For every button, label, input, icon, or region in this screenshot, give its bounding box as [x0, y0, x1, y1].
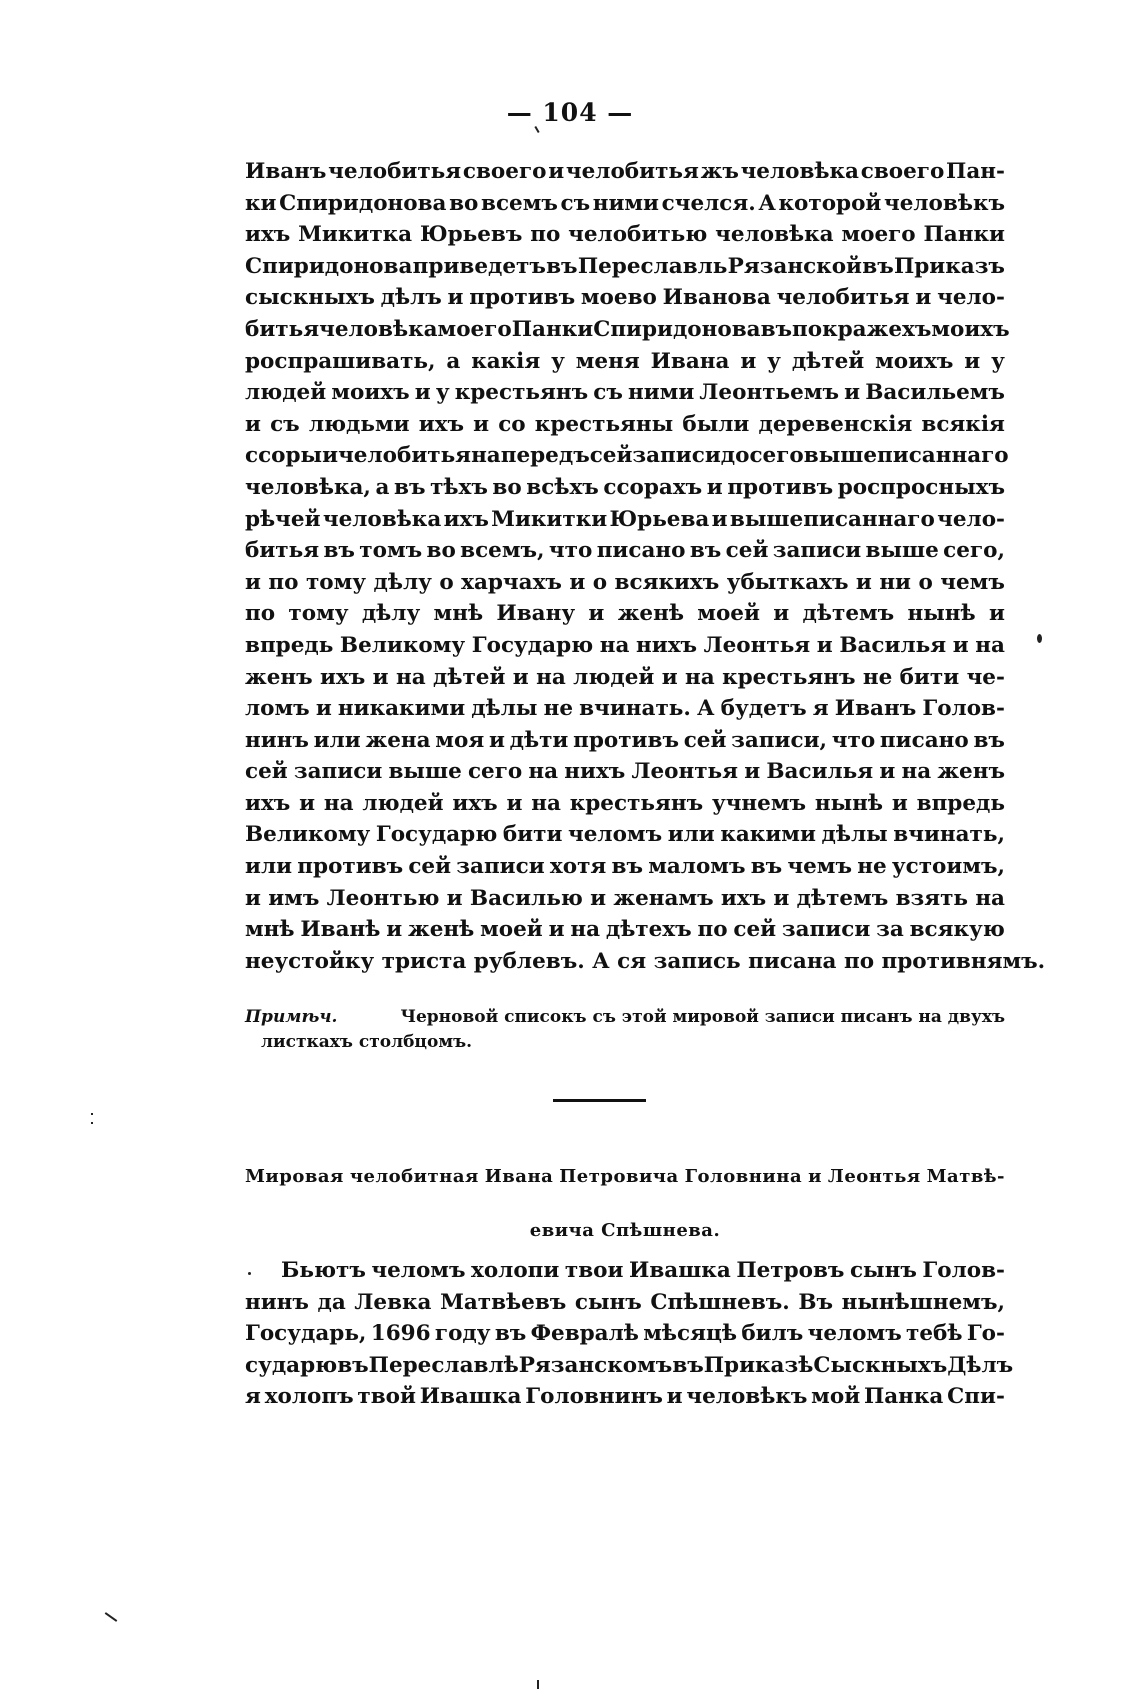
text-line: женъ ихъ и на дѣтей и на людей и на крестьянъ не бити че- [245, 664, 1005, 690]
text-line: по тому дѣлу мнѣ Ивану и женѣ моей и дѣтемъ нынѣ и [245, 601, 1005, 627]
section-heading [245, 1150, 1005, 1258]
footnote-label: Примѣч. [245, 1007, 338, 1027]
scan-speck [1037, 634, 1042, 643]
scan-speck [534, 126, 539, 133]
scan-speck [248, 1272, 251, 1275]
text-line: сыскныхъ дѣлъ и противъ моево Иванова челобитья и чело- [245, 285, 1005, 311]
text-line: человѣка, а въ тѣхъ во всѣхъ ссорахъ и противъ роспросныхъ [245, 474, 1005, 500]
text-line: сударю въ Переславлѣ Рязанскомъ въ Приказѣ Сыскныхъ Дѣлъ [245, 1352, 1014, 1378]
text-line: ссоры и челобитья напередъ сей записи до сего вышеписаннаго [245, 443, 1009, 469]
text-line: нинъ или жена моя и дѣти противъ сей записи, что писано въ [245, 727, 1005, 753]
text-line: Великому Государю бити челомъ или какими дѣлы вчинать, [245, 822, 1005, 848]
text-line: впредь Великому Государю на нихъ Леонтья и Василья и на [245, 632, 1005, 658]
text-line: роспрашивать, а какія у меня Ивана и у дѣтей моихъ и у [245, 348, 1005, 374]
text-line: и по тому дѣлу о харчахъ и о всякихъ убыткахъ и ни о чемъ [245, 569, 1005, 595]
text-line: Спиридонова приведетъ въ Переславль Рязанской въ Приказъ [245, 253, 1005, 279]
page-number: — 104 — [506, 98, 634, 127]
text-line: ихъ Микитка Юрьевъ по челобитью человѣка моего Панки [245, 222, 1005, 248]
text-line: ломъ и никакими дѣлы не вчинать. А будетъ я Иванъ Голов- [245, 696, 1005, 722]
scan-speck [91, 1113, 93, 1115]
text-line: или противъ сей записи хотя въ маломъ въ чемъ не устоимъ, [245, 854, 1005, 880]
text-line: Бьютъ челомъ холопи твои Ивашка Петровъ сынъ Голов- [281, 1258, 1005, 1283]
footnote-line [245, 1005, 1005, 1030]
text-line: я холопъ твой Ивашка Головнинъ и человѣкъ мой Панка Спи- [245, 1384, 1005, 1410]
text-line: Иванъ челобитья своего и челобитья жъ человѣка своего Пан- [245, 159, 1005, 184]
footnote [245, 1005, 1005, 1055]
footnote-text: Черновой списокъ съ этой мировой записи писанъ на двухъ [400, 1007, 1005, 1027]
text-line: ки Спиридонова во всемъ съ ними счелся. А которой человѣкъ [245, 190, 1005, 216]
scan-speck [537, 1680, 539, 1689]
text-line: сей записи выше сего на нихъ Леонтья и Василья и на женъ [245, 759, 1005, 785]
text-line: ихъ и на людей ихъ и на крестьянъ учнемъ нынѣ и впредь [245, 790, 1005, 816]
scan-speck [105, 1612, 118, 1622]
text-line: битья человѣка моего Панки Спиридонова въ покражехъ моихъ [245, 316, 1010, 342]
text-line: и съ людьми ихъ и со крестьяны были деревенскія всякія [245, 411, 1005, 437]
petition-text [245, 1255, 1014, 1413]
text-line: людей моихъ и у крестьянъ съ ними Леонтьемъ и Васильемъ [245, 380, 1005, 406]
text-line: неустойку триста рублевъ. А ся запись писана по противнямъ. [245, 948, 1046, 974]
text-line: и имъ Леонтью и Василью и женамъ ихъ и дѣтемъ взять на [245, 885, 1005, 911]
text-line: мнѣ Иванѣ и женѣ моей и на дѣтехъ по сей записи за всякую [245, 917, 1005, 943]
text-line: битья въ томъ во всемъ, что писано въ сей записи выше сего, [245, 538, 1005, 564]
main-text [245, 156, 1046, 977]
heading-line: евича Спѣшнева. [529, 1220, 721, 1241]
heading-line: Мировая челобитная Ивана Петровича Головнина и Леонтья Матвѣ- [245, 1166, 1005, 1187]
section-divider [553, 1099, 646, 1102]
text-line: рѣчей человѣка ихъ Микитки Юрьева и вышеписаннаго чело- [245, 506, 1005, 532]
scan-speck [91, 1122, 93, 1124]
text-line: нинъ да Левка Матвѣевъ сынъ Спѣшневъ. Въ нынѣшнемъ, [245, 1289, 1005, 1315]
text-line: Государь, 1696 году въ Февралѣ мѣсяцѣ билъ челомъ тебѣ Го- [245, 1321, 1005, 1347]
footnote-line: листкахъ столбцомъ. [261, 1032, 473, 1052]
